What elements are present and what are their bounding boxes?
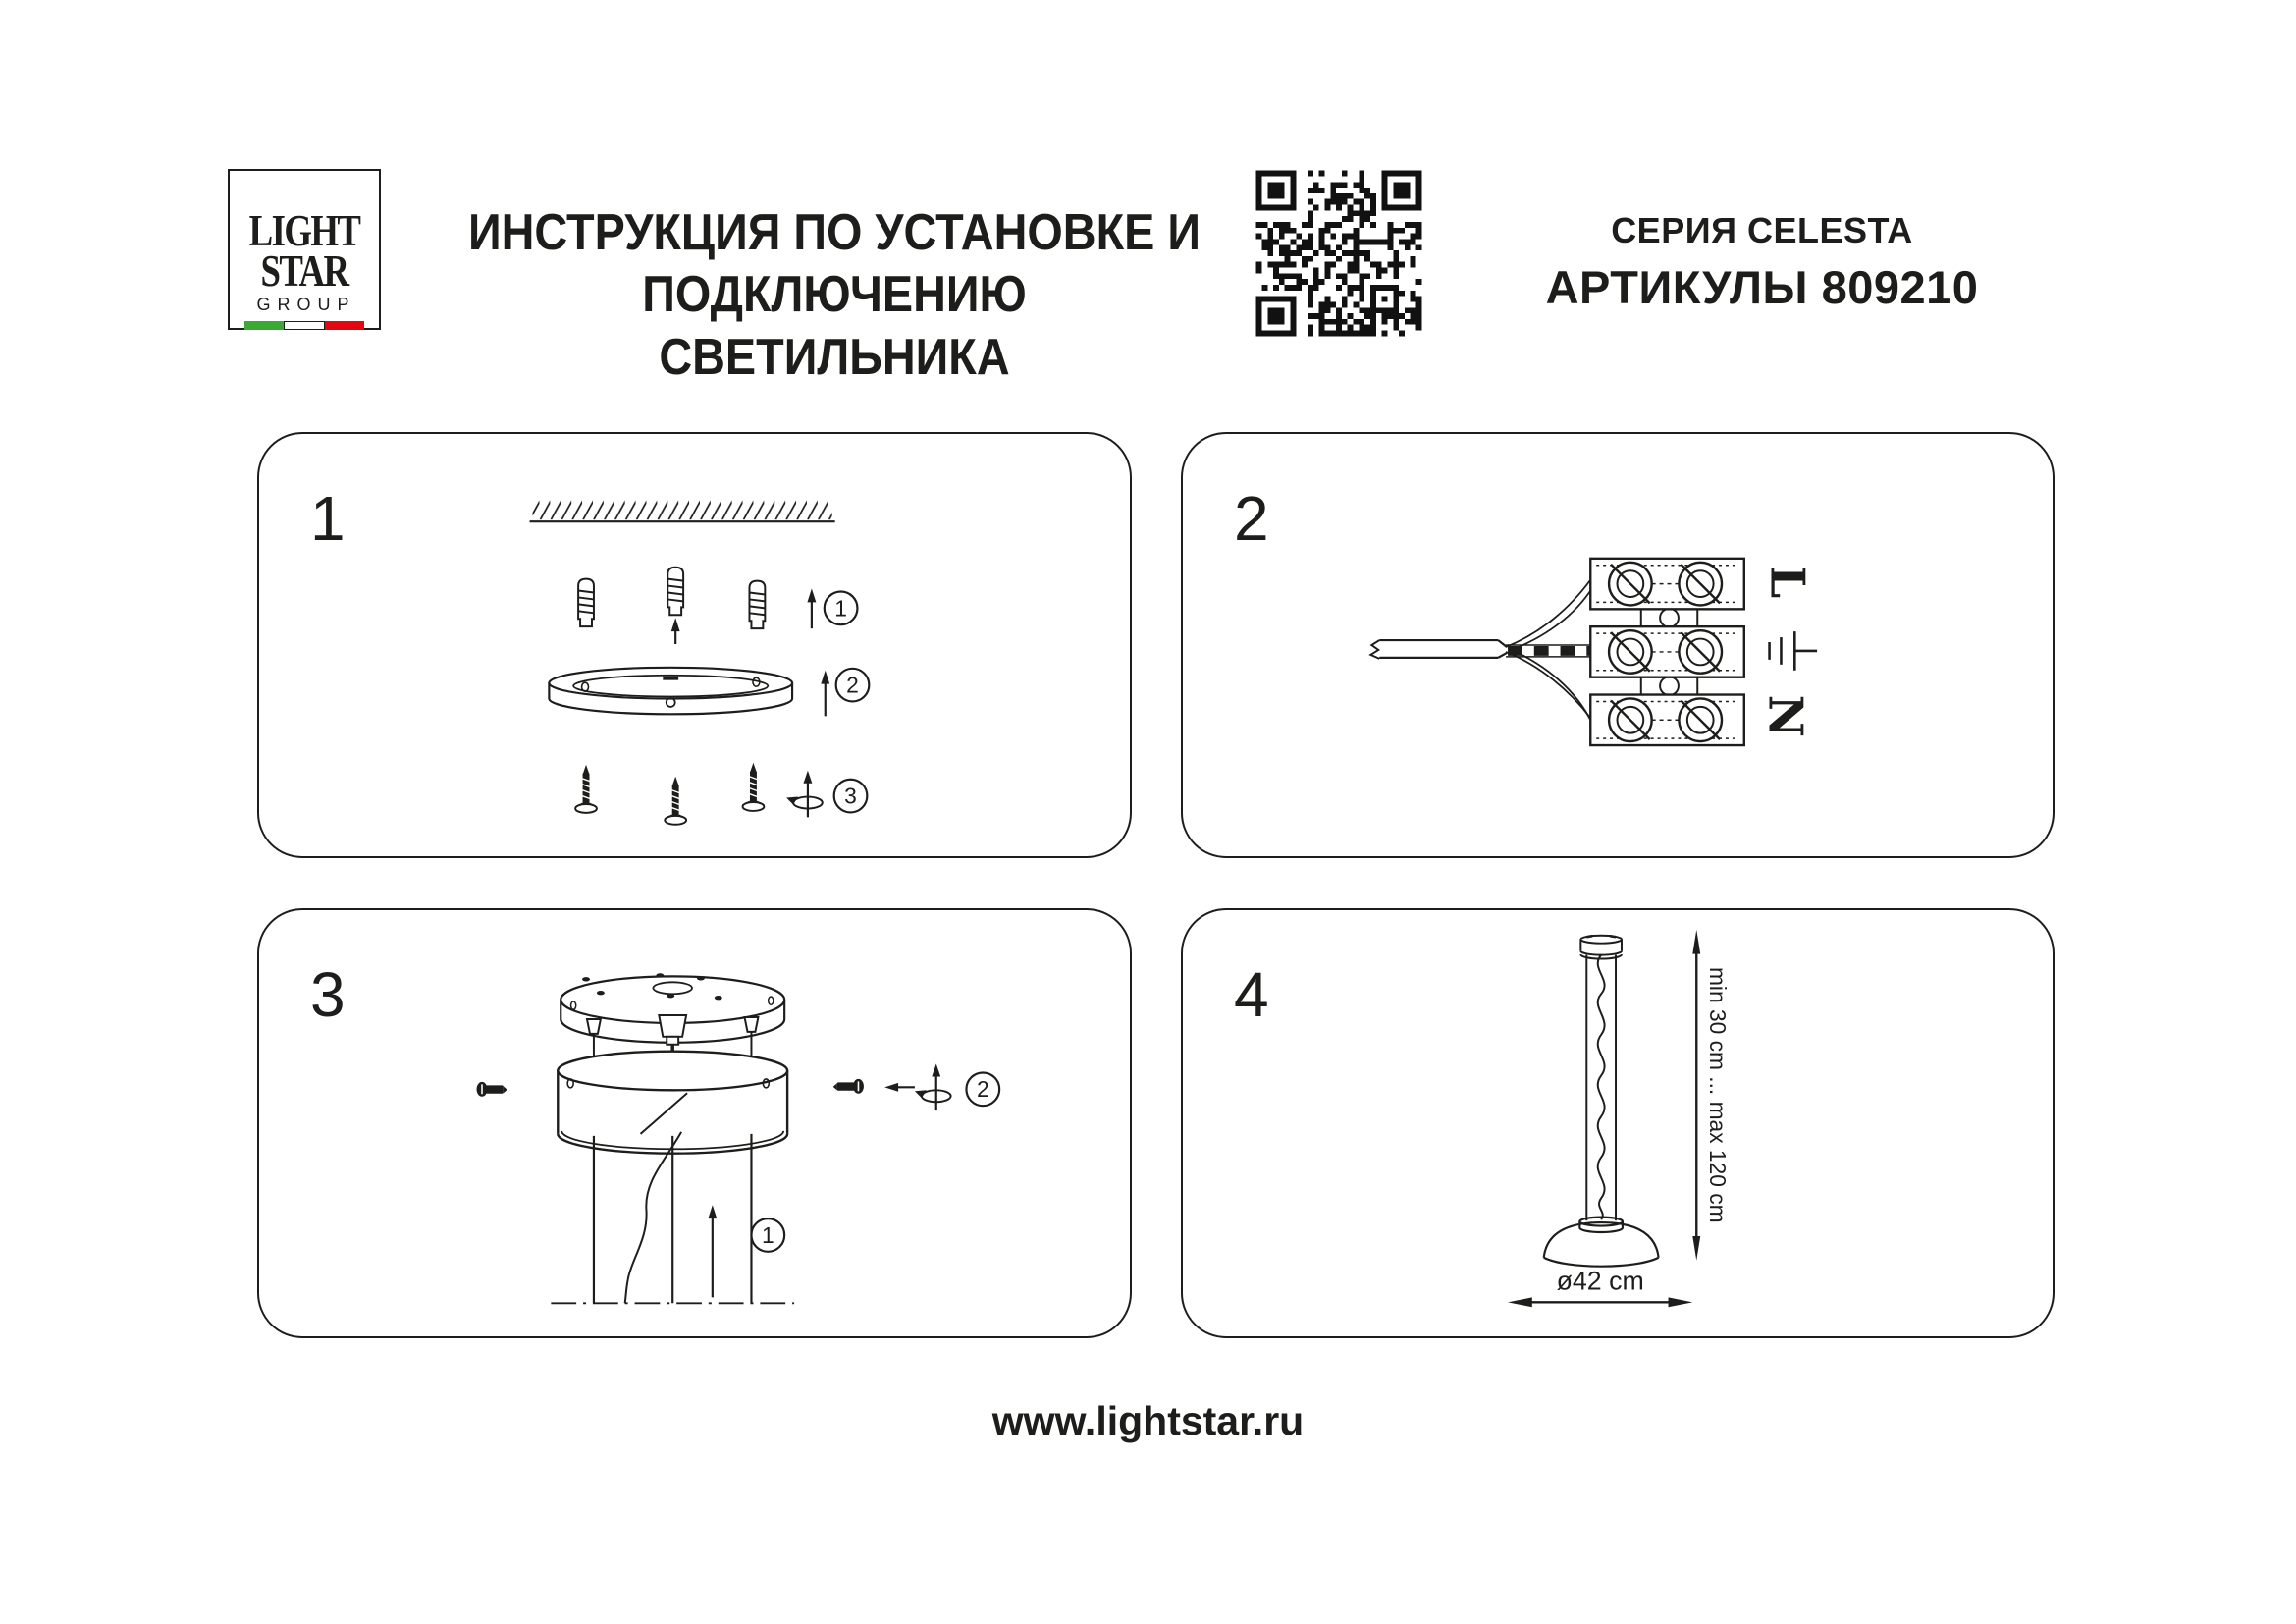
logo-word-light: LIGHT — [248, 205, 360, 255]
side-screw-left — [477, 1082, 507, 1097]
striped-wire — [1506, 645, 1590, 657]
step-2-panel — [1181, 432, 2055, 858]
terminal-row-ground — [1590, 626, 1744, 677]
screw-left — [575, 765, 597, 813]
flag-white-stripe — [284, 321, 325, 330]
title-line-1: ИНСТРУКЦИЯ ПО УСТАНОВКЕ И — [467, 204, 1201, 261]
step-1-panel — [257, 432, 1132, 858]
callout-1 — [825, 592, 858, 625]
power-cord — [1598, 955, 1605, 1220]
supply-cable — [1370, 640, 1507, 659]
step-2-number: 2 — [1234, 483, 1269, 554]
terminal-live-label: L — [1759, 565, 1815, 599]
step-3-number: 3 — [310, 959, 346, 1030]
qr-code-image — [1245, 159, 1433, 348]
suspension-rods — [594, 1093, 752, 1303]
rotation-icon — [915, 1064, 951, 1111]
height-dimension — [1692, 930, 1731, 1261]
terminal-row-live — [1590, 559, 1744, 610]
insert-arrow — [884, 1083, 915, 1092]
callout-3 — [834, 780, 868, 813]
step-3-panel — [257, 908, 1132, 1338]
svg-text:3: 3 — [844, 783, 857, 809]
rotation-icon — [786, 771, 823, 818]
lightstar-logo — [228, 169, 381, 330]
step-4-panel — [1181, 908, 2055, 1338]
side-screw-right — [833, 1079, 864, 1094]
svg-text:1: 1 — [761, 1221, 774, 1248]
flag-green-stripe — [244, 321, 284, 330]
website-url: www.lightstar.ru — [991, 1398, 1305, 1443]
ceiling-hatch — [530, 500, 835, 521]
title-line-2: ПОДКЛЮЧЕНИЮ СВЕТИЛЬНИКА — [642, 266, 1027, 386]
step-1-drawing — [259, 434, 1130, 856]
svg-text:2: 2 — [976, 1076, 989, 1103]
step-2-drawing — [1183, 434, 2053, 856]
lift-arrow — [708, 1205, 717, 1297]
svg-text:2: 2 — [846, 672, 859, 698]
lamp-shade — [1544, 1218, 1659, 1267]
terminal-neutral-label: N — [1757, 694, 1813, 738]
up-arrow-1 — [807, 589, 816, 629]
anchor-insert-arrow — [671, 618, 680, 644]
callout-1 — [751, 1218, 784, 1252]
ground-symbol — [1770, 631, 1818, 671]
flag-red-stripe — [325, 321, 364, 330]
article-label: АРТИКУЛЫ 809210 — [1545, 261, 1979, 313]
wall-anchor-left — [578, 579, 594, 627]
screw-middle — [665, 777, 686, 825]
terminal-block — [1590, 559, 1744, 745]
step-1-number: 1 — [310, 483, 346, 554]
terminal-row-neutral — [1590, 695, 1744, 746]
diameter-dimension — [1508, 1266, 1692, 1307]
wall-anchor-right — [749, 581, 765, 629]
product-info — [1526, 210, 1998, 314]
height-range-label: min 30 cm ... max 120 cm — [1705, 966, 1732, 1223]
svg-text:1: 1 — [834, 595, 847, 622]
step-3-drawing — [259, 910, 1130, 1336]
logo-wordmark — [230, 171, 379, 297]
step-4-number: 4 — [1234, 959, 1269, 1030]
up-arrow-2 — [821, 671, 829, 717]
callout-2 — [836, 669, 870, 702]
step-4-drawing — [1183, 910, 2053, 1336]
qr-code — [1245, 159, 1433, 348]
logo-word-star: STAR — [260, 245, 348, 297]
screw-right — [743, 763, 765, 811]
callout-2 — [966, 1072, 999, 1106]
mounting-ring — [549, 668, 792, 715]
italy-flag — [244, 321, 364, 330]
wall-anchor-middle — [667, 568, 683, 616]
series-label: СЕРИЯ CELESTA — [1611, 210, 1913, 250]
diameter-label: ø42 cm — [1556, 1266, 1644, 1296]
logo-word-group: GROUP — [256, 294, 356, 314]
suspension-rods — [1586, 955, 1616, 1221]
page-title — [463, 202, 1205, 389]
